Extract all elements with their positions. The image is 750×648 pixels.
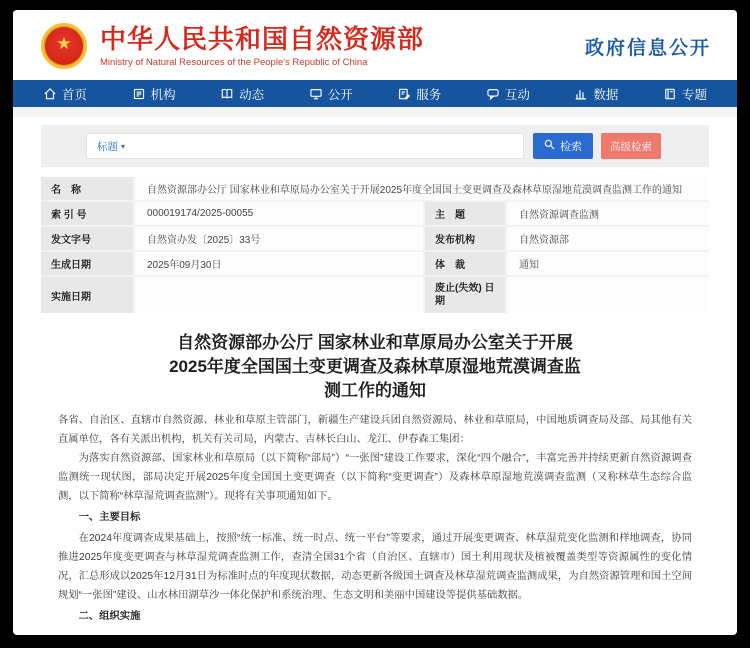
meta-index-value: 000019174/2025-00055 xyxy=(135,202,423,225)
site-title: 中华人民共和国自然资源部 xyxy=(100,24,425,54)
meta-impl-date-value xyxy=(135,277,423,313)
nav-item-label: 机构 xyxy=(150,87,176,102)
search-panel xyxy=(41,125,709,167)
meta-name-value: 自然资源部办公厅 国家林业和草原局办公室关于开展2025年度全国国土变更调查及森林草原湿地荒漠调查监测工作的通知 xyxy=(135,177,709,200)
meta-subject-label: 主 题 xyxy=(425,202,505,225)
paragraph-salutation: 各省、自治区、直辖市自然资源、林业和草原主管部门，新疆生产建设兵团自然资源局、林业和草原局，中国地质调查局及部、局其他有关直属单位，各有关派出机构，机关有关司局，内蒙古、吉林长白山、龙江、伊春森工集团： xyxy=(58,415,692,445)
advanced-search-button[interactable]: 高级检索 xyxy=(601,133,661,159)
document-title-line: 测工作的通知 xyxy=(324,381,426,400)
search-button[interactable] xyxy=(533,133,593,159)
nav-item-disclosure[interactable] xyxy=(309,85,353,103)
nav-item-organization[interactable] xyxy=(132,85,176,103)
meta-expiry-date-value xyxy=(507,277,709,313)
home-icon xyxy=(43,87,57,101)
meta-index-label: 索 引 号 xyxy=(41,202,133,225)
search-field-label: 标题 xyxy=(97,140,118,153)
meta-create-date-label: 生成日期 xyxy=(41,252,133,275)
gov-info-disclosure-title: 政府信息公开 xyxy=(584,37,711,59)
nav-item-label: 动态 xyxy=(239,87,265,102)
nav-item-label: 服务 xyxy=(416,87,442,102)
section-heading-1: 一、主要目标 xyxy=(78,512,141,523)
meta-subject-value: 自然资源调查监测 xyxy=(507,202,709,225)
meta-doc-number-value: 自然资办发〔2025〕33号 xyxy=(135,227,423,250)
nav-item-news[interactable] xyxy=(220,85,264,103)
meta-genre-label: 体 裁 xyxy=(425,252,505,275)
data-chart-icon xyxy=(574,87,588,101)
site-subtitle-english: Ministry of Natural Resources of the People's Republic of China xyxy=(100,57,368,68)
main-nav xyxy=(13,80,737,107)
meta-genre-value: 通知 xyxy=(507,252,709,275)
meta-issuing-org-value: 自然资源部 xyxy=(507,227,709,250)
document-body xyxy=(58,411,692,626)
nav-item-home[interactable] xyxy=(43,85,87,103)
search-button-label: 检索 xyxy=(560,141,582,153)
nav-item-label: 数据 xyxy=(593,87,619,102)
paragraph-main-goals: 在2024年度调查成果基础上，按照“统一标准、统一时点、统一平台”等要求，通过开展变更调查、林草湿荒变化监测和样地调查，协同推进2025年度变更调查与林草湿荒调查监测工作，查清全国31个省（自治区、直辖市）国土利用现状及植被覆盖类型等资源属性的变化情况，汇总形成以2025年12月31日为标准时点的年度现状数据，动态更新各级国土调查及林草湿荒调查监测成果，为自然资源管理和国土空间规划“一张图”建设、山水林田湖草沙一体化保护和系统治理、生态文明和美丽中国建设等提供基础数据。 xyxy=(58,533,692,601)
document-title-line: 2025年度全国国土变更调查及森林草原湿地荒漠调查监 xyxy=(169,357,581,376)
nav-item-data[interactable] xyxy=(574,85,618,103)
meta-name-label: 名 称 xyxy=(41,177,133,200)
meta-issuing-org-label: 发布机构 xyxy=(425,227,505,250)
meta-create-date-value: 2025年09月30日 xyxy=(135,252,423,275)
site-header xyxy=(13,10,737,80)
search-field-dropdown[interactable] xyxy=(87,139,133,154)
interaction-chat-icon xyxy=(486,87,500,101)
meta-impl-date-label: 实施日期 xyxy=(41,277,133,313)
paragraph-preamble: 为落实自然资源部、国家林业和草原局（以下简称“部局”）“一张图”建设工作要求，深化“四个融合”，丰富完善并持续更新自然资源调查监测统一现状图，部局决定开展2025年度全国国土变更调查（以下简称“变更调查”）及森林草原湿地荒漠调查监测（又称林草生态综合监测，以下简称“林草湿荒调查监测”）。现将有关事项通知如下。 xyxy=(58,453,692,502)
topics-journal-icon xyxy=(663,87,677,101)
document-title xyxy=(83,331,667,403)
section-heading-2: 二、组织实施 xyxy=(78,611,141,622)
nav-item-services[interactable] xyxy=(397,85,441,103)
page xyxy=(13,10,737,635)
disclosure-monitor-icon xyxy=(309,87,323,101)
nav-item-label: 首页 xyxy=(62,87,88,102)
document-title-line: 自然资源部办公厅 国家林业和草原局办公室关于开展 xyxy=(177,333,573,352)
document-meta-table xyxy=(41,177,709,313)
nav-item-label: 专题 xyxy=(681,87,707,102)
meta-doc-number-label: 发文字号 xyxy=(41,227,133,250)
nav-substrip xyxy=(13,107,737,117)
organization-icon xyxy=(132,87,146,101)
meta-expiry-date-label: 废止(失效) 日期 xyxy=(425,277,505,313)
site-titles xyxy=(100,24,424,68)
nav-item-topics[interactable] xyxy=(663,85,707,103)
search-icon xyxy=(544,139,555,153)
nav-item-label: 互动 xyxy=(504,87,530,102)
emblem-star-icon: ★ xyxy=(56,33,72,53)
search-box xyxy=(86,133,524,159)
nav-item-interaction[interactable] xyxy=(486,85,530,103)
search-input[interactable] xyxy=(133,134,523,158)
nav-item-label: 公开 xyxy=(327,87,353,102)
services-document-icon xyxy=(397,87,411,101)
news-book-icon xyxy=(220,87,234,101)
national-emblem-icon xyxy=(41,23,87,69)
chevron-down-icon: ▾ xyxy=(121,141,126,151)
